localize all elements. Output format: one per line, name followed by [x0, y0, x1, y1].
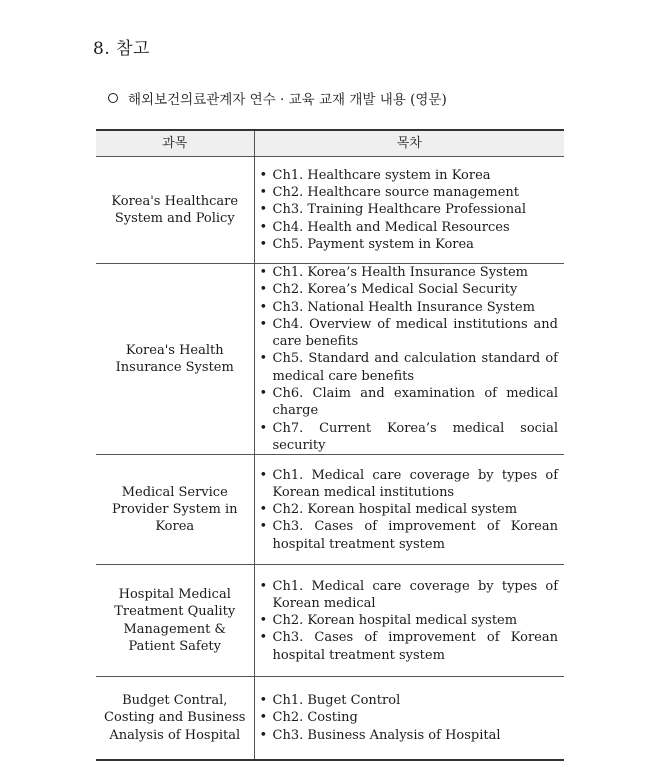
chapter-item: • Ch6. Claim and examination of medical charge	[273, 385, 559, 420]
chapter-list-cell	[254, 264, 564, 455]
sub-heading-text: 해외보건의료관계자 연수 · 교육 교재 개발 내용 (영문)	[128, 92, 447, 108]
chapter-list	[255, 692, 565, 744]
chapter-item: • Ch3. National Health Insurance System	[273, 299, 559, 316]
chapter-item: • Ch5. Payment system in Korea	[273, 236, 559, 253]
chapter-item: • Ch2. Healthcare source management	[273, 184, 559, 201]
hollow-circle-bullet-icon	[108, 93, 118, 103]
chapter-list	[255, 578, 565, 664]
chapter-item: • Ch1. Medical care coverage by types of Korean medical	[273, 578, 559, 613]
chapter-item: • Ch3. Training Healthcare Professional	[273, 201, 559, 218]
course-name: Budget Contral, Costing and Business Analysis of Hospital	[96, 677, 254, 760]
chapter-list-cell	[254, 677, 564, 760]
table-row	[96, 565, 564, 677]
table-header-row	[96, 130, 564, 157]
chapter-item: • Ch4. Overview of medical institutions and care benefits	[273, 316, 559, 351]
chapter-item: • Ch4. Health and Medical Resources	[273, 219, 559, 236]
sub-heading	[108, 88, 447, 108]
course-name: Medical Service Provider System in Korea	[96, 455, 254, 565]
chapter-item: • Ch2. Korean hospital medical system	[273, 612, 559, 629]
chapter-item: • Ch2. Korean hospital medical system	[273, 501, 559, 518]
course-name: Korea's Health Insurance System	[96, 264, 254, 455]
course-name: Korea's Healthcare System and Policy	[96, 157, 254, 264]
chapter-list-cell	[254, 455, 564, 565]
chapter-list	[255, 167, 565, 253]
chapter-item: • Ch7. Current Korea’s medical social security	[273, 420, 559, 455]
curriculum-table	[96, 129, 564, 761]
chapter-list	[255, 467, 565, 553]
course-column-header: 과목	[96, 130, 254, 157]
chapter-list	[255, 264, 565, 454]
chapter-item: • Ch5. Standard and calculation standard of medical care benefits	[273, 350, 559, 385]
chapter-item: • Ch3. Business Analysis of Hospital	[273, 727, 559, 744]
table-row	[96, 677, 564, 760]
chapter-item: • Ch3. Cases of improvement of Korean hospital treatment system	[273, 518, 559, 553]
chapter-item: • Ch1. Buget Control	[273, 692, 559, 709]
table-row	[96, 455, 564, 565]
table-row	[96, 157, 564, 264]
contents-column-header: 목차	[254, 130, 564, 157]
chapter-item: • Ch1. Korea’s Health Insurance System	[273, 264, 559, 281]
table-row	[96, 264, 564, 455]
chapter-item: • Ch3. Cases of improvement of Korean hospital treatment system	[273, 629, 559, 664]
chapter-list-cell	[254, 565, 564, 677]
chapter-item: • Ch1. Medical care coverage by types of Korean medical institutions	[273, 467, 559, 502]
chapter-item: • Ch2. Costing	[273, 709, 559, 726]
chapter-item: • Ch2. Korea’s Medical Social Security	[273, 281, 559, 298]
chapter-item: • Ch1. Healthcare system in Korea	[273, 167, 559, 184]
section-title: 8. 참고	[93, 39, 150, 59]
course-name: Hospital Medical Treatment Quality Management & Patient Safety	[96, 565, 254, 677]
chapter-list-cell	[254, 157, 564, 264]
